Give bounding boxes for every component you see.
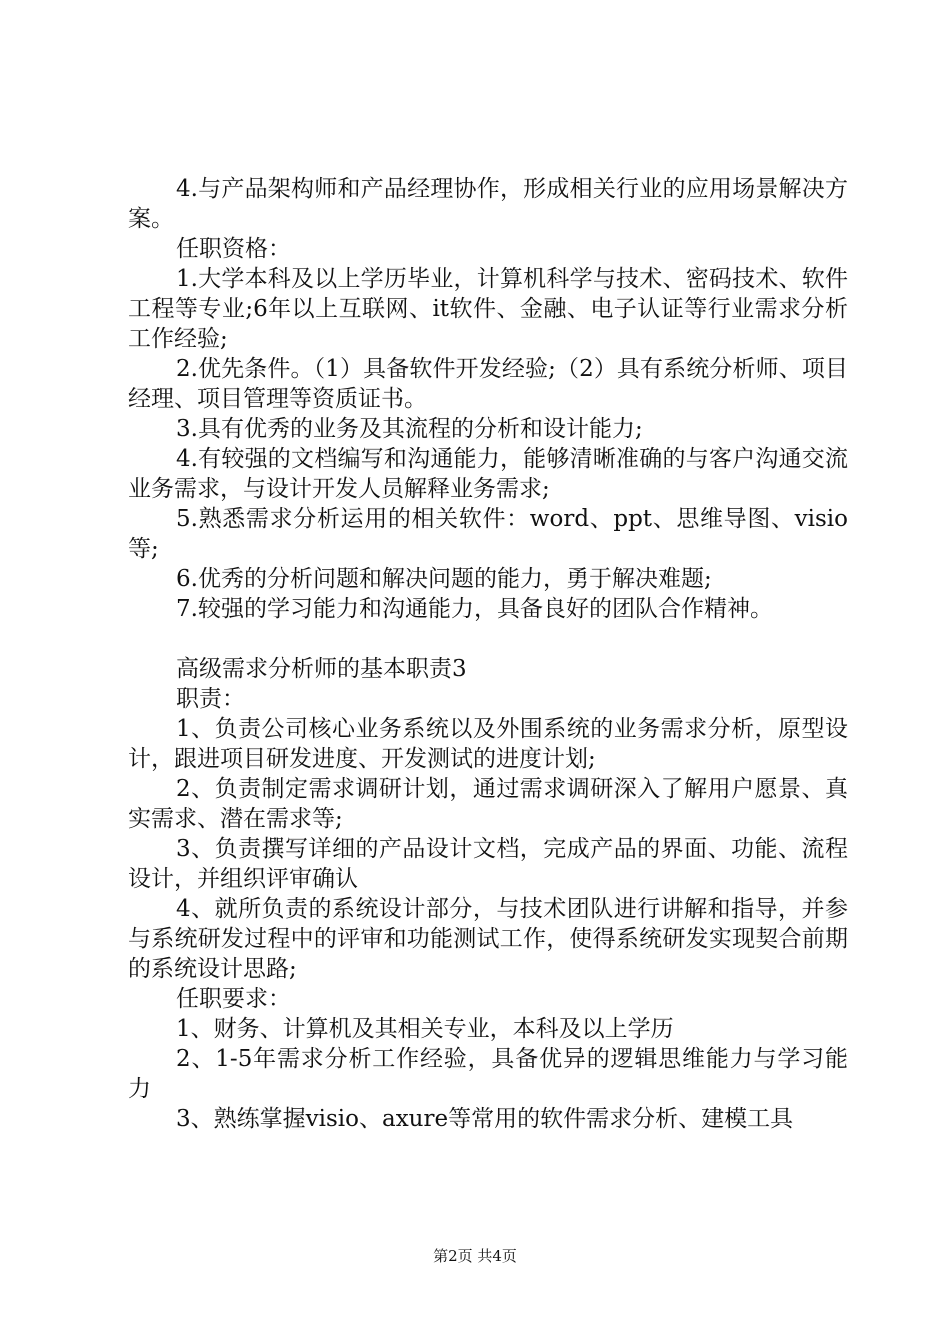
paragraph-qualification-1: 1.大学本科及以上学历毕业，计算机科学与技术、密码技术、软件工程等专业;6年以上互联网、it软件、金融、电子认证等行业需求分析工作经验;	[128, 266, 848, 352]
heading-qualifications: 任职资格：	[176, 236, 291, 262]
paragraph-qualification-3: 3.具有优秀的业务及其流程的分析和设计能力;	[176, 416, 643, 442]
paragraph-qualification-2: 2.优先条件。（1）具备软件开发经验;（2）具有系统分析师、项目经理、项目管理等资质证书。	[128, 356, 848, 412]
heading-duties: 职责：	[176, 686, 245, 712]
paragraph-qualification-6: 6.优秀的分析问题和解决问题的能力，勇于解决难题;	[176, 566, 712, 592]
paragraph-requirement-2: 2、1-5年需求分析工作经验，具备优异的逻辑思维能力与学习能力	[128, 1046, 848, 1102]
page-footer: 第2页 共4页	[433, 1247, 517, 1265]
section-title: 高级需求分析师的基本职责3	[176, 656, 467, 682]
paragraph-duty-b3: 3、负责撰写详细的产品设计文档，完成产品的界面、功能、流程设计，并组织评审确认	[128, 836, 848, 892]
paragraph-duty-b1: 1、负责公司核心业务系统以及外围系统的业务需求分析，原型设计，跟进项目研发进度、开发测试的进度计划;	[128, 716, 848, 772]
section-gap	[128, 624, 848, 654]
paragraph-qualification-7: 7.较强的学习能力和沟通能力，具备良好的团队合作精神。	[176, 596, 773, 622]
paragraph-duty-4: 4.与产品架构师和产品经理协作，形成相关行业的应用场景解决方案。	[128, 176, 848, 232]
document-body	[128, 174, 848, 1134]
paragraph-requirement-1: 1、财务、计算机及其相关专业，本科及以上学历	[176, 1016, 674, 1042]
paragraph-qualification-5: 5.熟悉需求分析运用的相关软件：word、ppt、思维导图、visio等;	[128, 506, 848, 562]
paragraph-qualification-4: 4.有较强的文档编写和沟通能力，能够清晰准确的与客户沟通交流业务需求，与设计开发人员解释业务需求;	[128, 446, 848, 502]
paragraph-duty-b4: 4、就所负责的系统设计部分，与技术团队进行讲解和指导，并参与系统研发过程中的评审和功能测试工作，使得系统研发实现契合前期的系统设计思路;	[128, 896, 848, 982]
heading-requirements: 任职要求：	[176, 986, 291, 1012]
paragraph-requirement-3: 3、熟练掌握visio、axure等常用的软件需求分析、建模工具	[176, 1106, 794, 1132]
paragraph-duty-b2: 2、负责制定需求调研计划，通过需求调研深入了解用户愿景、真实需求、潜在需求等;	[128, 776, 848, 832]
